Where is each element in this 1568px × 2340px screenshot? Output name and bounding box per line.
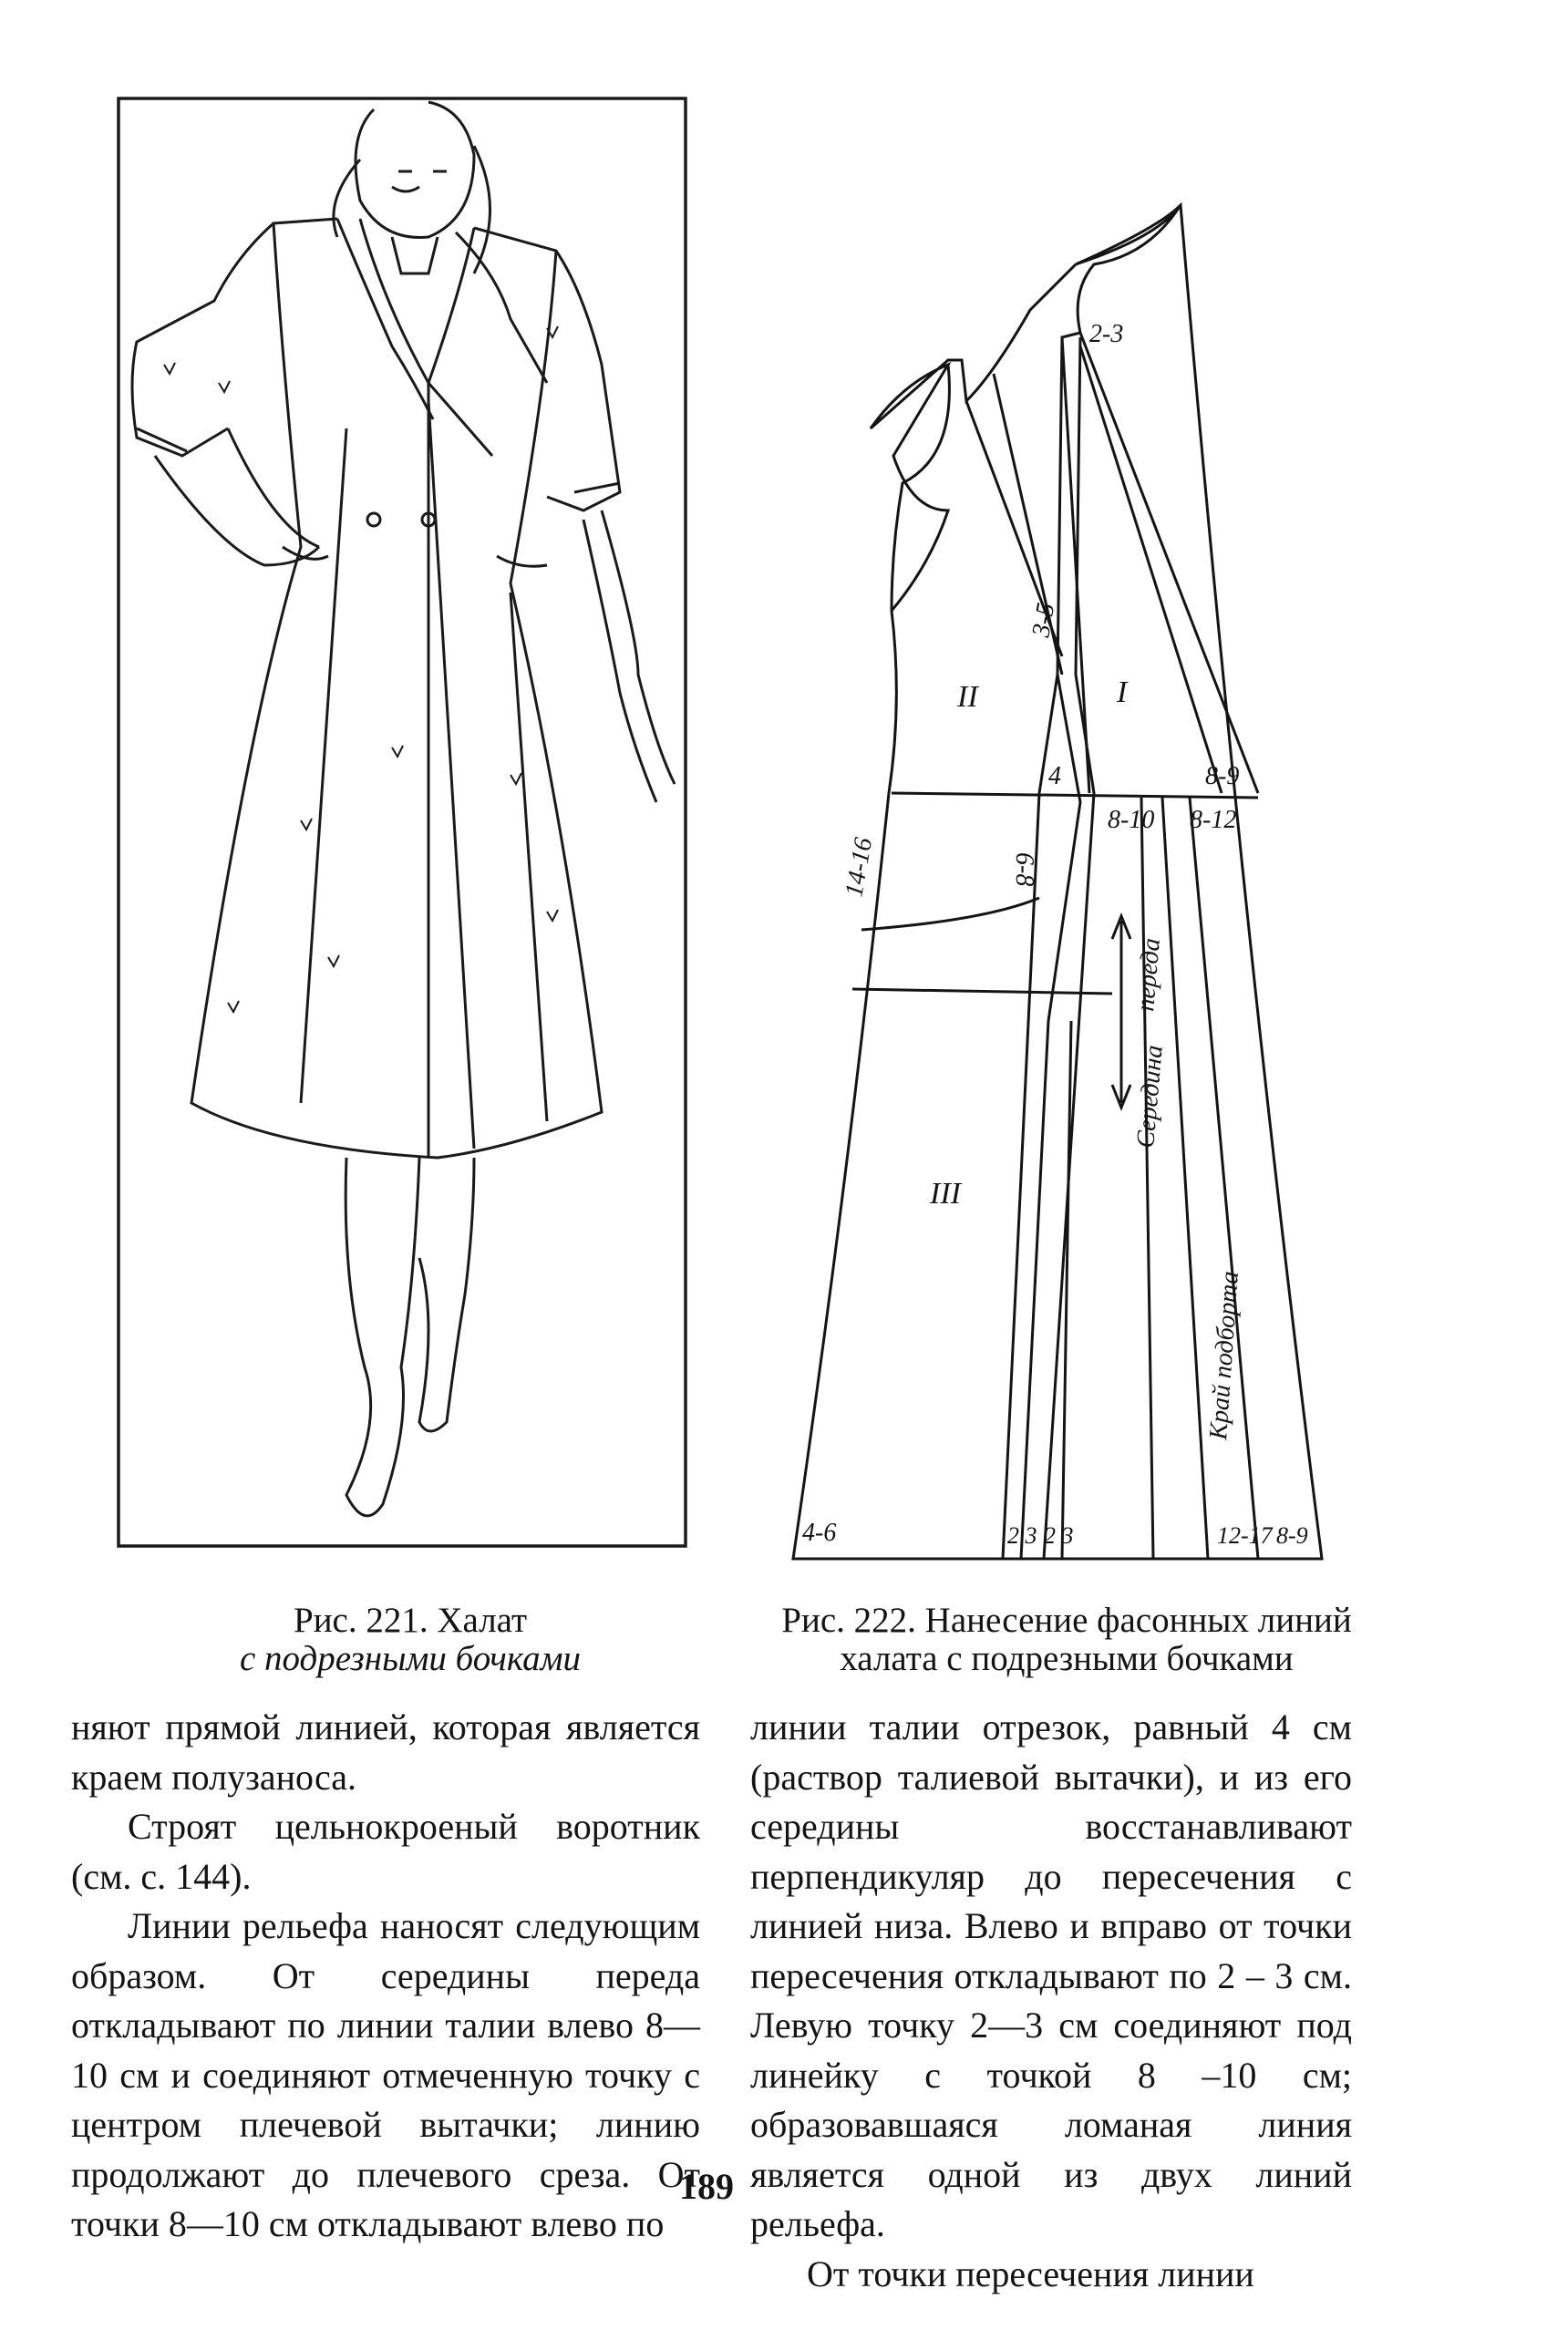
caption-line-2: халата с подрезными бочками	[840, 1639, 1294, 1678]
label-waist-mark: 4	[1048, 762, 1061, 790]
paragraph: линии талии отрезок, равный 4 см (раствор талиевой вытачки), и из его середины восстанавливают перпендикуляр до пересечения с линией низа. Влево и вправо от точки пересечения откладывают по 2 – 3 см. Левую точку 2—3 см соединяют под линейку с точкой 8 –10 см; образовавшаяся ломаная линия является одной из двух линий рельефа.	[750, 1706, 1352, 2244]
label-top-mark: 2-3	[1089, 320, 1124, 348]
label-waist-a: 8-10	[1108, 806, 1155, 834]
label-facing-edge: Край подборта	[1204, 1270, 1244, 1441]
label-panel-3: III	[930, 1177, 961, 1211]
paragraph: От точки пересечения линии	[807, 2252, 1254, 2294]
paragraph: Линии рельефа наносят следующим образом. От середины переда откладывают по линии талии влево 8—10 см и соединяют отмеченную точку с центром плечевой вытачки; линию продолжают до плечевого среза. От точки 8—10 см откладывают влево по	[71, 1905, 700, 2244]
label-hem-left: 4-6	[802, 1519, 837, 1547]
text-column-left	[71, 1703, 700, 2250]
paragraph: Строят цельнокроеный воротник (см. с. 144).	[71, 1806, 700, 1897]
paragraph: няют прямой линией, которая является краем полузаноса.	[71, 1706, 700, 1798]
label-panel-2: II	[957, 680, 978, 714]
page-number: 189	[679, 2166, 734, 2207]
label-hem-right-2: 8-9	[1276, 1522, 1308, 1549]
label-dart-mark: 6-8	[1010, 852, 1038, 887]
label-front-center-2: переда	[1131, 936, 1166, 1013]
text-column-right	[750, 1703, 1352, 2299]
label-side-mark: 14-16	[840, 835, 879, 900]
label-hem-mid-1: 2 3	[1007, 1522, 1037, 1549]
caption-line-1: Рис. 222. Нанесение фасонных линий	[781, 1601, 1352, 1640]
caption-subtitle: с подрезными бочками	[239, 1639, 582, 1678]
caption-title: Халат	[437, 1601, 527, 1640]
label-waist-c: 8-9	[1205, 762, 1240, 790]
label-front-center-1: Середина	[1131, 1044, 1169, 1149]
label-panel-1: I	[1117, 675, 1128, 709]
label-hem-right-1: 12-17	[1217, 1522, 1273, 1549]
label-mid-mark: 3-5	[1026, 601, 1061, 640]
label-waist-b: 8-12	[1190, 806, 1237, 834]
label-hem-mid-2: 2 3	[1044, 1522, 1074, 1549]
caption-number: Рис. 221.	[294, 1601, 428, 1640]
figure-222-caption	[748, 1602, 1386, 1678]
